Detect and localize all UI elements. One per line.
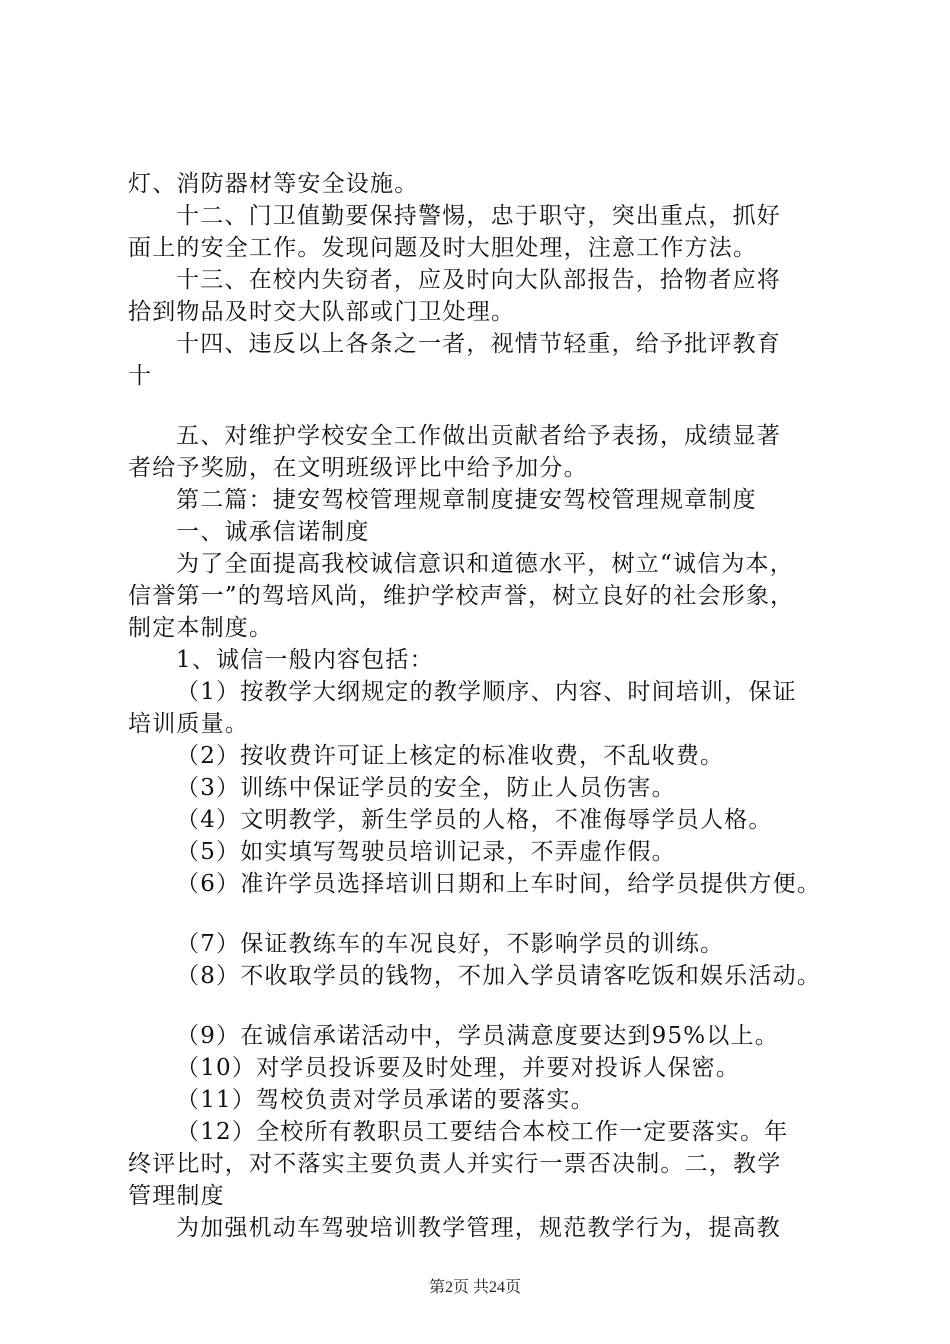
text-line: 十二、门卫值勤要保持警惕，忠于职守，突出重点，抓好: [176, 203, 781, 229]
text-line: 十: [128, 363, 153, 389]
list-item: （11）驾校负责对学员承诺的要落实。: [176, 1087, 595, 1113]
list-item: （8）不收取学员的钱物，不加入学员请客吃饭和娱乐活动。: [176, 963, 822, 989]
list-item: （2）按收费许可证上核定的标准收费，不乱收费。: [176, 743, 725, 769]
list-item: （1）按教学大纲规定的教学顺序、内容、时间培训，保证: [176, 679, 797, 705]
line-gap: [128, 900, 848, 928]
list-item: （5）如实填写驾驶员培训记录，不弄虚作假。: [176, 839, 676, 865]
list-heading: 1、诚信一般内容包括：: [176, 647, 434, 673]
text-line: 管理制度: [128, 1183, 225, 1209]
text-line: 为了全面提高我校诚信意识和道德水平，树立“诚信为本，: [176, 551, 794, 577]
text-line: 灯、消防器材等安全设施。: [128, 171, 419, 197]
list-item: （4）文明教学，新生学员的人格，不准侮辱学员人格。: [176, 807, 773, 833]
line-gap: [128, 392, 848, 420]
text-line: 五、对维护学校安全工作做出贡献者给予表扬，成绩显著: [176, 423, 781, 449]
list-item: （12）全校所有教职员工要结合本校工作一定要落实。年: [176, 1119, 789, 1145]
section-heading: 第二篇：捷安驾校管理规章制度捷安驾校管理规章制度: [176, 487, 757, 513]
text-line: 者给予奖励，在文明班级评比中给予加分。: [128, 455, 588, 481]
text-line: 拾到物品及时交大队部或门卫处理。: [128, 299, 516, 325]
text-line: 信誉第一”的驾培风尚，维护学校声誉，树立良好的社会形象，: [128, 583, 795, 609]
list-item: （10）对学员投诉要及时处理，并要对投诉人保密。: [176, 1055, 741, 1081]
text-line: 终评比时，对不落实主要负责人并实行一票否决制。二，教学: [128, 1151, 782, 1177]
list-item: （3）训练中保证学员的安全，防止人员伤害。: [176, 775, 676, 801]
list-item: （6）准许学员选择培训日期和上车时间，给学员提供方便。: [176, 871, 822, 897]
subsection-heading: 一、诚承信诺制度: [176, 519, 370, 545]
line-gap: [128, 992, 848, 1020]
text-line: 面上的安全工作。发现问题及时大胆处理，注意工作方法。: [128, 235, 758, 261]
document-body: [128, 168, 848, 1244]
list-item: （7）保证教练车的车况良好，不影响学员的训练。: [176, 931, 725, 957]
text-line: 为加强机动车驾驶培训教学管理，规范教学行为，提高教: [176, 1215, 781, 1241]
text-line: 制定本制度。: [128, 615, 274, 641]
list-item: （9）在诚信承诺活动中，学员满意度要达到95%以上。: [176, 1023, 779, 1049]
text-line: 十三、在校内失窃者，应及时向大队部报告，拾物者应将: [176, 267, 781, 293]
text-line: 十四、违反以上各条之一者，视情节轻重，给予批评教育: [176, 331, 781, 357]
text-line: 培训质量。: [128, 711, 249, 737]
page-number-footer: 第2页 共24页: [428, 1279, 521, 1296]
